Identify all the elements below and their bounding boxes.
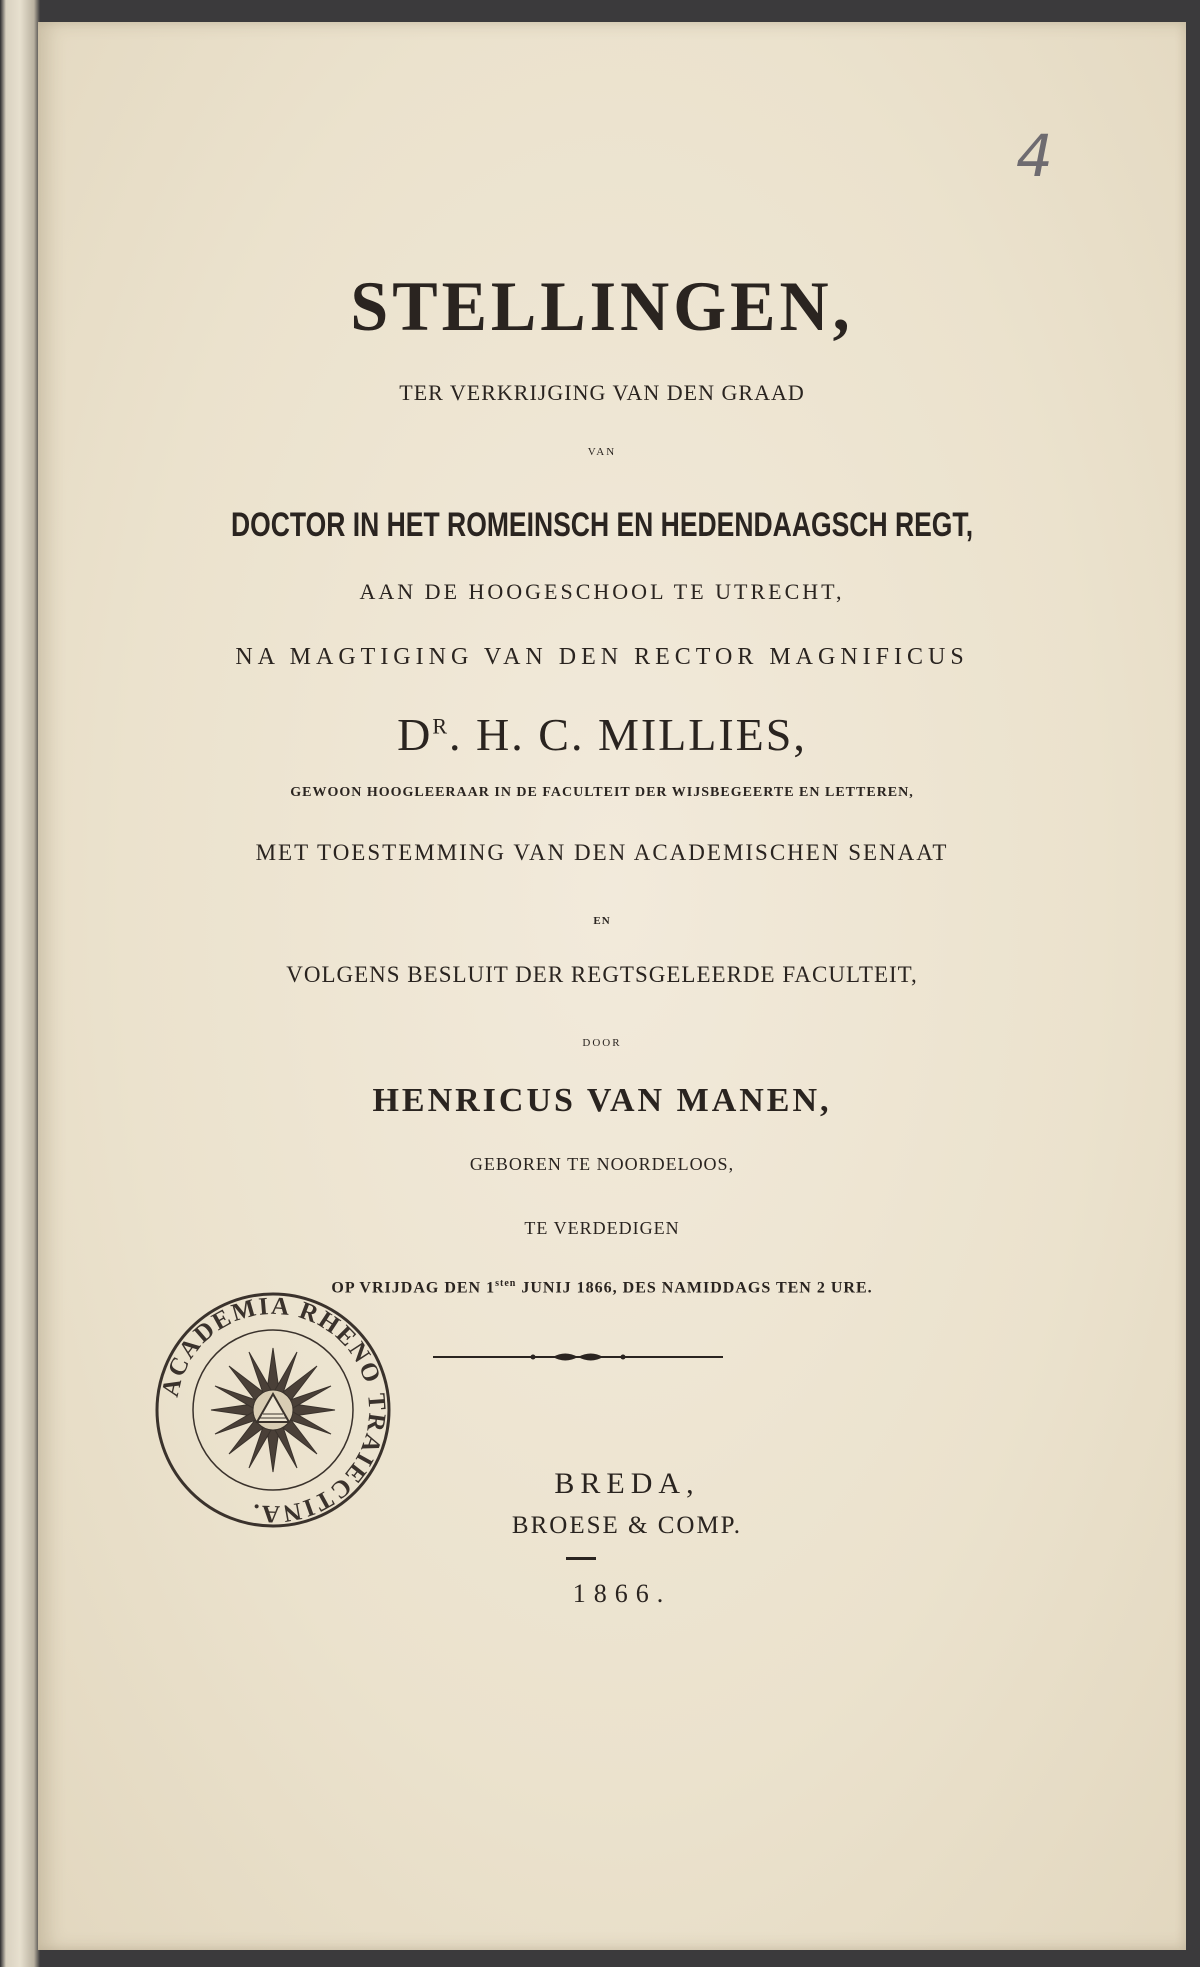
author-name: HENRICUS VAN MANEN, bbox=[372, 1082, 832, 1119]
publication-place: BREDA, bbox=[554, 1467, 700, 1500]
degree-line: DOCTOR IN HET ROMEINSCH EN HEDENDAAGSCH REGT, bbox=[230, 506, 974, 544]
school-line: AAN DE HOOGESCHOOL TE UTRECHT, bbox=[359, 579, 845, 604]
sun-emblem bbox=[211, 1348, 335, 1472]
en-line: EN bbox=[593, 915, 611, 927]
publisher: BROESE & COMP. bbox=[511, 1512, 743, 1539]
birthplace-line: GEBOREN TE NOORDELOOS, bbox=[469, 1154, 735, 1174]
faculteit-line: VOLGENS BESLUIT DER REGTSGELEERDE FACULTEIT, bbox=[286, 962, 918, 987]
short-divider bbox=[566, 1557, 596, 1560]
date-sup: sten bbox=[495, 1278, 517, 1289]
ornamental-rule bbox=[433, 1347, 723, 1367]
page-title: STELLINGEN, bbox=[350, 266, 854, 346]
date-before: OP VRIJDAG DEN 1 bbox=[331, 1279, 496, 1297]
publication-year: 1866. bbox=[572, 1579, 672, 1608]
rector-line: NA MAGTIGING VAN DEN RECTOR MAGNIFICUS bbox=[235, 644, 969, 670]
rector-title: GEWOON HOOGLEERAAR IN DE FACULTEIT DER WIJSBEGEERTE EN LETTEREN, bbox=[290, 785, 914, 800]
rector-name bbox=[18, 708, 1186, 761]
van-line: VAN bbox=[587, 446, 617, 458]
rector-prefix-sup: R bbox=[432, 713, 450, 739]
door-line: DOOR bbox=[582, 1037, 622, 1049]
rector-prefix: D bbox=[397, 709, 433, 760]
title-page bbox=[38, 22, 1186, 1950]
subtitle: TER VERKRIJGING VAN DEN GRAAD bbox=[399, 380, 805, 405]
defend-line: TE VERDEDIGEN bbox=[524, 1218, 680, 1238]
senaat-line: MET TOESTEMMING VAN DEN ACADEMISCHEN SENAAT bbox=[255, 840, 949, 865]
pencil-page-number: 4 bbox=[1016, 122, 1053, 190]
date-after: JUNIJ 1866, DES NAMIDDAGS TEN 2 URE. bbox=[516, 1279, 873, 1297]
seal-text: ACADEMIA RHENO TRAIECTINA. bbox=[156, 1292, 391, 1528]
rector-name-text: . H. C. MILLIES, bbox=[449, 709, 807, 760]
